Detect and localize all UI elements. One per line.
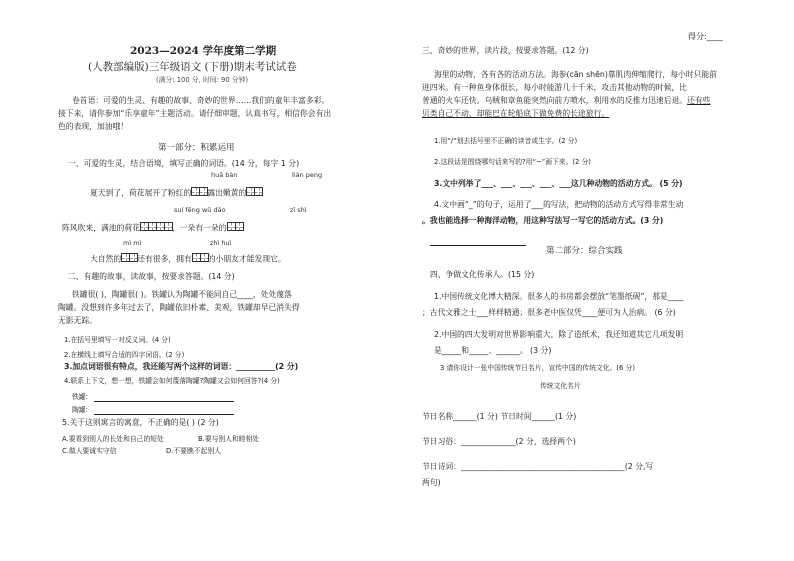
- q2-sub-2: 2.在横线上填写合适的四字词语。(2 分): [64, 351, 185, 359]
- q3-sub-3: 3.文中列举了___、___、___、___、___这几种动物的活动方式。 (5 分): [434, 179, 683, 188]
- q2-para-1: 铁罐很( )，陶罐很( )。铁罐认为陶罐不能同自己____，处处蔑落: [72, 290, 292, 299]
- q3-para-3-main: 普通的火车还快。乌贼和章鱼能突然向前方喷水，利用水的反推力迅速后退。: [422, 96, 688, 105]
- festival-poem: 节日诗词：__________________________________________(2 分,写: [422, 462, 654, 471]
- q4-sub-2b: 是_____和_____、______。 (3 分): [434, 346, 552, 355]
- q1-line-c-mid: 还有很多，拥有: [137, 254, 192, 264]
- pinyin-huaban: huā bàn: [211, 171, 238, 179]
- q2-sub-4: 4.联系上下文，想一想，铁罐会如何蔑落陶罐?陶罐又会如何回答?(4 分): [64, 377, 280, 385]
- q4-sub-2a: 2.中国的四大发明对世界影响重大，除了造纸术，我还知道其它几项发明: [434, 330, 684, 339]
- q3-answer-line[interactable]: [430, 245, 526, 246]
- q1-line-c-end: 的小朋友才能发现它。: [207, 254, 286, 264]
- q1-title: 一、可爱的生灵，结合语境，填写正确的词语。(14 分，每字 1 分): [68, 159, 300, 168]
- q2-para-3: 无影无踪。: [58, 316, 97, 325]
- q1-line-a-pre: 夏天到了，荷花展开了粉红的: [90, 188, 192, 198]
- q1-line-b: [62, 222, 243, 235]
- festival-customs: 节日习俗：______________(2 分，选择两个): [422, 437, 576, 446]
- tieguan-answer-line[interactable]: [94, 401, 234, 402]
- q3-sub-4b: 。我也能选择一种海洋动物，用这种写法写一写它的活动方式。(3 分): [422, 216, 664, 225]
- festival-poem-tail: 两句): [422, 478, 441, 487]
- q4-sub-1b: ；古代文雅之士___样样精通；很多老中医仅凭____便可为人治病。 (6 分): [422, 308, 676, 317]
- q1-line-b-pre: 阵风吹来，满池的荷花: [62, 223, 140, 233]
- answer-grid-huaban[interactable]: [191, 187, 207, 200]
- q3-para-1: 海里的动物，各有各的活动方法。海参(cān shēn)靠肌肉伸缩爬行，每小时只能前: [434, 70, 718, 79]
- answer-grid-zishi[interactable]: [227, 222, 243, 235]
- q1-line-c-pre: 大自然的: [90, 254, 122, 264]
- exam-title: 2023—2024 学年度第二学期: [130, 45, 277, 57]
- answer-grid-zhihui[interactable]: [192, 253, 208, 266]
- taoguan-label: 陶罐:: [72, 406, 88, 414]
- q3-para-2: 进四米。有一种鱼身体很长，每小时能游几十千米，攻击其他动物的时候，比: [422, 83, 688, 92]
- score-label: 得分:____: [688, 32, 723, 41]
- q3-para-4: 贝类自己不动，却能巴在轮船底下做免费的长途旅行。: [422, 109, 610, 118]
- card-title: 传统文化名片: [540, 382, 581, 390]
- q3-sub-4a: 4.文中画“_”的句子，运用了___的写法，把动物的活动方式写得非常生动: [434, 200, 684, 209]
- answer-grid-suifengwudao[interactable]: [140, 222, 172, 235]
- q4-sub-3: 3 请你设计一张中国传统节日名片，宣传中国的传统文化。(6 分): [440, 364, 635, 372]
- q3-sub-2: 2.这段话是围绕哪句话来写的?用“~”画下来。(2 分): [434, 158, 591, 166]
- pinyin-mimi: mì mì: [123, 239, 142, 247]
- taoguan-answer-line[interactable]: [94, 414, 234, 415]
- q1-line-a-mid: 露出嫩黄的: [207, 188, 247, 198]
- option-d[interactable]: D.不要瞧不起别人: [166, 447, 221, 455]
- intro-line-2: 接下来，请你参加“乐享童年”主题活动。请仔细审题，认真书写，相信你会有出: [58, 109, 332, 118]
- q3-title: 三、奇妙的世界，读片段，按要求答题。(12 分): [422, 46, 589, 55]
- q2-sub-1: 1.在括号里填写一对反义词。(4 分): [64, 336, 171, 344]
- tieguan-label: 铁罐:: [72, 393, 88, 401]
- answer-grid-lianpeng[interactable]: [246, 187, 262, 200]
- pinyin-lianpeng: lián peng: [292, 171, 323, 179]
- answer-grid-mimi[interactable]: [121, 253, 137, 266]
- q2-sub-3: 3.加点词语很有特点，我还能写两个这样的词语：__________(2 分): [64, 362, 299, 371]
- part2-title: 第二部分：综合实践: [546, 246, 623, 256]
- option-a[interactable]: A.要看到别人的长处和自己的短处: [62, 435, 164, 443]
- q2-sub-5: 5.关于这则寓言的寓意，不正确的是( ) (2 分): [62, 418, 219, 427]
- pinyin-suifengwudao: suí fēng wǔ dǎo: [174, 206, 226, 214]
- q3-sub-1: 1.用“/”划去括号里不正确的读音或生字。(2 分): [434, 137, 578, 145]
- pinyin-zishi: zī shì: [290, 206, 307, 214]
- festival-name-time: 节日名称______(1 分) 节日时间______(1 分): [422, 412, 577, 421]
- q1-line-b-mid: ，一朵有一朵的: [171, 223, 227, 233]
- intro-line-1: 卷首语：可爱的生灵、有趣的故事、奇妙的世界……我们的童年丰富多彩。: [72, 96, 330, 105]
- exam-meta: (满分: 100 分, 时间: 90 分钟): [156, 76, 249, 84]
- option-c[interactable]: C.做人要诚实守信: [62, 447, 117, 455]
- pinyin-zhihui: zhì huì: [210, 239, 232, 247]
- exam-subtitle: (人教部编版)三年级语文 (下册)期末考试试卷: [88, 61, 297, 73]
- q1-line-c: [90, 253, 286, 266]
- part1-title: 第一部分：积累运用: [158, 143, 235, 153]
- q2-title: 二、有趣的故事，读故事，按要求答题。(14 分): [68, 272, 235, 281]
- intro-line-3: 色的表现，加油哦！: [58, 122, 129, 131]
- q2-para-2: 陶罐。没想到许多年过去了，陶罐依旧朴素、美观，铁罐却早已消失得: [58, 303, 300, 312]
- q4-sub-1a: 1.中国传统文化博大精深。很多人的书房都会摆放“笔墨纸砚”，那是____: [434, 292, 684, 301]
- q3-para-3-tail: 还有些: [687, 96, 711, 105]
- q4-title: 四、争做文化传承人。(15 分): [430, 270, 535, 279]
- q1-line-a: [90, 187, 262, 200]
- option-b[interactable]: B.要与别人和睦相处: [198, 435, 260, 443]
- q3-para-3: [422, 96, 710, 107]
